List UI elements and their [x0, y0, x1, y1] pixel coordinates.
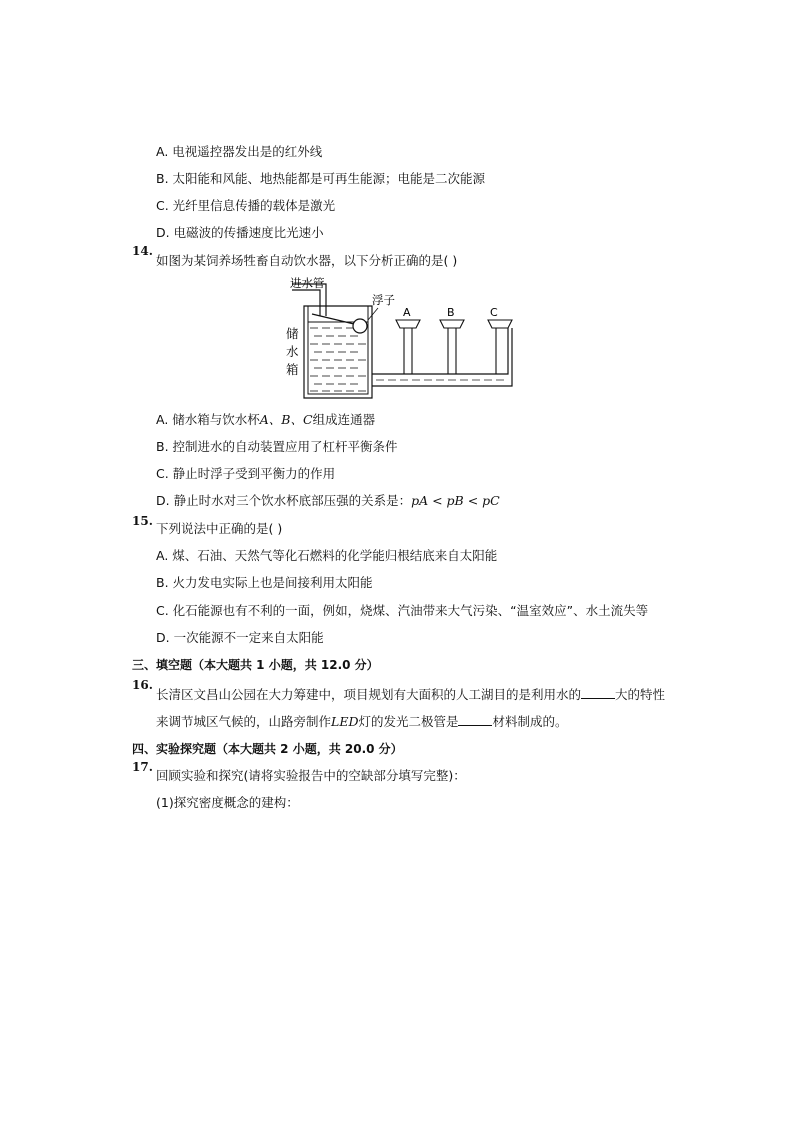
float-ball [353, 319, 367, 333]
q16-blank-1[interactable] [581, 686, 615, 699]
q14-option-c: C. 静止时浮子受到平衡力的作用 [156, 466, 336, 481]
q14-option-a-vars: A、B、C [259, 412, 313, 427]
q14-option-d-prefix: D. 静止时水对三个饮水杯底部压强的关系是： [156, 493, 412, 508]
q13-option-a: A. 电视遥控器发出是的红外线 [156, 144, 323, 159]
q15-option-b: B. 火力发电实际上也是间接利用太阳能 [156, 575, 373, 590]
drinking-device-figure [282, 276, 514, 404]
q14-option-b: B. 控制进水的自动装置应用了杠杆平衡条件 [156, 439, 398, 454]
q13-option-c: C. 光纤里信息传播的载体是激光 [156, 198, 336, 213]
q15-option-d: D. 一次能源不一定来自太阳能 [156, 630, 324, 645]
tank-label-1: 储 [286, 326, 299, 341]
tank-water [310, 328, 366, 391]
cup-c-label: C [490, 306, 498, 319]
q13-option-b: B. 太阳能和风能、地热能都是可再生能源；电能是二次能源 [156, 171, 486, 186]
section-4-heading: 四、实验探究题（本大题共 2 小题，共 20.0 分） [132, 742, 403, 756]
q14-option-d-formula: pA < pB < pC [411, 493, 500, 508]
q16-line-1 [156, 686, 665, 703]
q13-option-d: D. 电磁波的传播速度比光速小 [156, 225, 324, 240]
q16-line-2-tail: 材料制成的。 [492, 714, 568, 729]
inlet-pipe-label: 进水管 [290, 276, 325, 290]
q14-stem: 如图为某饲养场牲畜自动饮水器，以下分析正确的是( ) [156, 253, 458, 268]
q16-line-1-text: 长清区文昌山公园在大力筹建中，项目规划有大面积的人工湖目的是利用水的 [156, 687, 582, 702]
q15-option-c: C. 化石能源也有不利的一面，例如，烧煤、汽油带来大气污染、“温室效应”、水土流失等 [156, 603, 649, 618]
q14-number: 14. [132, 244, 153, 258]
cup-b [440, 320, 464, 328]
section-3-heading: 三、填空题（本大题共 1 小题，共 12.0 分） [132, 658, 379, 672]
q16-line-2-mid: 灯的发光二极管是 [358, 714, 459, 729]
q15-stem: 下列说法中正确的是( ) [156, 521, 283, 536]
q14-option-a-prefix: A. 储水箱与饮水杯 [156, 412, 260, 427]
q14-option-d [156, 493, 500, 509]
q17-stem: 回顾实验和探究(请将实验报告中的空缺部分填写完整)： [156, 768, 466, 783]
q15-option-a: A. 煤、石油、天然气等化石燃料的化学能归根结底来自太阳能 [156, 548, 498, 563]
float-label: 浮子 [372, 293, 395, 307]
q17-sub-1: (1)探究密度概念的建构： [156, 795, 299, 810]
q15-number: 15. [132, 514, 153, 528]
cup-b-label: B [447, 306, 455, 319]
tank-label-2: 水 [286, 344, 299, 359]
q17-number: 17. [132, 760, 153, 774]
cup-a [396, 320, 420, 328]
q16-blank-2[interactable] [458, 713, 492, 726]
q16-line-2 [156, 713, 568, 730]
cup-c [488, 320, 512, 328]
q16-line-2-text: 来调节城区气候的，山路旁制作 [156, 714, 332, 729]
q16-led: LED [331, 714, 359, 729]
q14-option-a-suffix: 组成连通器 [312, 412, 376, 427]
tank-label-3: 箱 [286, 362, 299, 377]
cup-a-label: A [403, 306, 411, 319]
q14-option-a [156, 412, 375, 428]
q16-line-1-tail: 大的特性 [615, 687, 666, 702]
q16-number: 16. [132, 678, 153, 692]
